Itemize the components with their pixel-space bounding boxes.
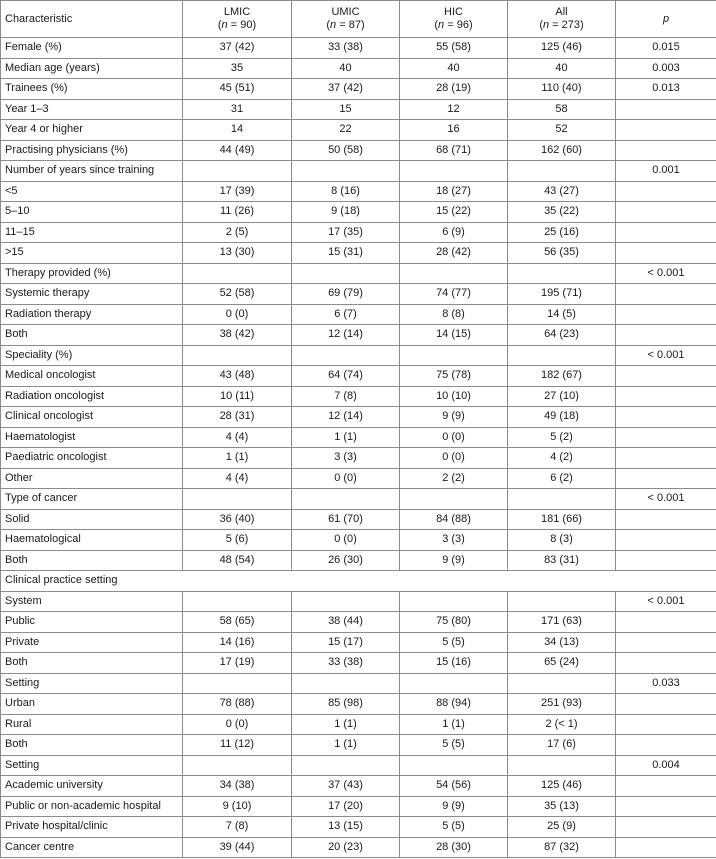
hic-cell: 75 (80): [400, 612, 508, 633]
row-label: Paediatric oncologist: [1, 448, 183, 469]
header-p-value: p: [616, 1, 716, 38]
table-row: [1, 99, 716, 120]
row-label: Rural: [1, 714, 183, 735]
all-cell: 6 (2): [508, 468, 616, 489]
umic-cell: [292, 673, 400, 694]
hic-cell: 0 (0): [400, 448, 508, 469]
umic-cell: 13 (15): [292, 817, 400, 838]
all-cell: 27 (10): [508, 386, 616, 407]
hic-cell: 2 (2): [400, 468, 508, 489]
table-row: [1, 509, 716, 530]
umic-cell: 38 (44): [292, 612, 400, 633]
all-cell: 35 (13): [508, 796, 616, 817]
lmic-cell: 11 (12): [183, 735, 292, 756]
p-value-cell: [616, 284, 716, 305]
umic-cell: 85 (98): [292, 694, 400, 715]
table-row: [1, 714, 716, 735]
p-value-cell: [616, 530, 716, 551]
umic-cell: 33 (38): [292, 38, 400, 59]
hic-cell: [400, 263, 508, 284]
table-row: [1, 837, 716, 858]
lmic-cell: [183, 591, 292, 612]
p-value-cell: < 0.001: [616, 263, 716, 284]
table-row: [1, 673, 716, 694]
umic-cell: 17 (35): [292, 222, 400, 243]
row-label: 5–10: [1, 202, 183, 223]
p-value-cell: [616, 407, 716, 428]
table-row: [1, 325, 716, 346]
row-label: 11–15: [1, 222, 183, 243]
lmic-cell: 78 (88): [183, 694, 292, 715]
all-cell: 40: [508, 58, 616, 79]
umic-cell: [292, 263, 400, 284]
p-value-cell: [616, 837, 716, 858]
all-cell: [508, 345, 616, 366]
umic-cell: 12 (14): [292, 325, 400, 346]
p-value-cell: [616, 448, 716, 469]
row-label: Solid: [1, 509, 183, 530]
row-label: Systemic therapy: [1, 284, 183, 305]
umic-cell: 37 (42): [292, 79, 400, 100]
table-row: [1, 468, 716, 489]
all-cell: 181 (66): [508, 509, 616, 530]
umic-cell: 69 (79): [292, 284, 400, 305]
lmic-cell: 17 (19): [183, 653, 292, 674]
hic-cell: 14 (15): [400, 325, 508, 346]
all-cell: 195 (71): [508, 284, 616, 305]
lmic-cell: 4 (4): [183, 468, 292, 489]
row-label: Female (%): [1, 38, 183, 59]
umic-cell: 40: [292, 58, 400, 79]
all-cell: [508, 161, 616, 182]
umic-cell: 6 (7): [292, 304, 400, 325]
all-cell: 25 (16): [508, 222, 616, 243]
all-cell: [508, 673, 616, 694]
table-header-row: [1, 1, 716, 38]
all-cell: 14 (5): [508, 304, 616, 325]
p-value-cell: < 0.001: [616, 591, 716, 612]
row-label: Cancer centre: [1, 837, 183, 858]
table-row: [1, 755, 716, 776]
p-value-cell: [616, 776, 716, 797]
row-label: Both: [1, 325, 183, 346]
lmic-cell: 0 (0): [183, 714, 292, 735]
umic-cell: 0 (0): [292, 530, 400, 551]
p-value-cell: [616, 140, 716, 161]
hic-cell: [400, 755, 508, 776]
table-body: [1, 38, 716, 858]
header-col-name: LMIC: [223, 6, 251, 18]
lmic-cell: 37 (42): [183, 38, 292, 59]
row-label: Year 1–3: [1, 99, 183, 120]
table-row: [1, 58, 716, 79]
hic-cell: 75 (78): [400, 366, 508, 387]
row-label: Medical oncologist: [1, 366, 183, 387]
lmic-cell: 36 (40): [183, 509, 292, 530]
hic-cell: 28 (19): [400, 79, 508, 100]
umic-cell: 15 (31): [292, 243, 400, 264]
p-value-cell: [616, 694, 716, 715]
all-cell: 110 (40): [508, 79, 616, 100]
all-cell: 34 (13): [508, 632, 616, 653]
hic-cell: 55 (58): [400, 38, 508, 59]
p-value-cell: [616, 325, 716, 346]
umic-cell: 20 (23): [292, 837, 400, 858]
umic-cell: 1 (1): [292, 714, 400, 735]
table-row: [1, 530, 716, 551]
lmic-cell: 39 (44): [183, 837, 292, 858]
lmic-cell: 52 (58): [183, 284, 292, 305]
table-row: [1, 345, 716, 366]
all-cell: 35 (22): [508, 202, 616, 223]
table-row: [1, 181, 716, 202]
all-cell: 25 (9): [508, 817, 616, 838]
lmic-cell: 45 (51): [183, 79, 292, 100]
hic-cell: [400, 489, 508, 510]
row-label: Private: [1, 632, 183, 653]
all-cell: 64 (23): [508, 325, 616, 346]
p-value-cell: [616, 243, 716, 264]
p-value-cell: [616, 817, 716, 838]
all-cell: [508, 591, 616, 612]
umic-cell: 33 (38): [292, 653, 400, 674]
table-row: [1, 591, 716, 612]
umic-cell: 8 (16): [292, 181, 400, 202]
hic-cell: 28 (42): [400, 243, 508, 264]
hic-cell: 1 (1): [400, 714, 508, 735]
header-col-name: All: [555, 6, 568, 18]
lmic-cell: 38 (42): [183, 325, 292, 346]
p-value-cell: [616, 304, 716, 325]
table-row: [1, 284, 716, 305]
table-row: [1, 796, 716, 817]
row-label: Type of cancer: [1, 489, 183, 510]
umic-cell: 7 (8): [292, 386, 400, 407]
umic-cell: 3 (3): [292, 448, 400, 469]
row-label: Median age (years): [1, 58, 183, 79]
lmic-cell: 7 (8): [183, 817, 292, 838]
table-row: [1, 366, 716, 387]
row-label: Number of years since training: [1, 161, 183, 182]
umic-cell: 17 (20): [292, 796, 400, 817]
umic-cell: 26 (30): [292, 550, 400, 571]
row-label: Year 4 or higher: [1, 120, 183, 141]
row-label: Academic university: [1, 776, 183, 797]
lmic-cell: [183, 345, 292, 366]
all-cell: 182 (67): [508, 366, 616, 387]
umic-cell: [292, 161, 400, 182]
all-cell: 8 (3): [508, 530, 616, 551]
table-row: [1, 161, 716, 182]
p-value-cell: 0.004: [616, 755, 716, 776]
hic-cell: 9 (9): [400, 550, 508, 571]
table-row: [1, 817, 716, 838]
hic-cell: 8 (8): [400, 304, 508, 325]
table-row: [1, 550, 716, 571]
table-row: [1, 427, 716, 448]
hic-cell: 9 (9): [400, 407, 508, 428]
lmic-cell: [183, 673, 292, 694]
all-cell: 125 (46): [508, 776, 616, 797]
all-cell: 162 (60): [508, 140, 616, 161]
lmic-cell: 5 (6): [183, 530, 292, 551]
p-value-cell: 0.003: [616, 58, 716, 79]
table-row: [1, 407, 716, 428]
p-value-cell: 0.013: [616, 79, 716, 100]
all-cell: 251 (93): [508, 694, 616, 715]
umic-cell: 15 (17): [292, 632, 400, 653]
row-label: Other: [1, 468, 183, 489]
row-label: Haematological: [1, 530, 183, 551]
umic-cell: 22: [292, 120, 400, 141]
hic-cell: 16: [400, 120, 508, 141]
lmic-cell: 34 (38): [183, 776, 292, 797]
table-row: [1, 612, 716, 633]
umic-cell: 12 (14): [292, 407, 400, 428]
p-value-cell: [616, 468, 716, 489]
lmic-cell: 28 (31): [183, 407, 292, 428]
p-value-cell: [616, 181, 716, 202]
p-value-cell: [616, 99, 716, 120]
all-cell: 4 (2): [508, 448, 616, 469]
p-value-cell: 0.001: [616, 161, 716, 182]
hic-cell: 5 (5): [400, 817, 508, 838]
table-row: [1, 386, 716, 407]
row-label: Private hospital/clinic: [1, 817, 183, 838]
table-row: [1, 222, 716, 243]
lmic-cell: 31: [183, 99, 292, 120]
header-lmic: LMIC (n = 90): [183, 1, 292, 38]
umic-cell: 9 (18): [292, 202, 400, 223]
lmic-cell: 17 (39): [183, 181, 292, 202]
p-value-cell: < 0.001: [616, 489, 716, 510]
all-cell: 49 (18): [508, 407, 616, 428]
umic-cell: [292, 345, 400, 366]
p-value-cell: [616, 366, 716, 387]
row-label: Both: [1, 653, 183, 674]
row-label: Speciality (%): [1, 345, 183, 366]
all-cell: 87 (32): [508, 837, 616, 858]
lmic-cell: 44 (49): [183, 140, 292, 161]
hic-cell: 10 (10): [400, 386, 508, 407]
row-label: Practising physicians (%): [1, 140, 183, 161]
p-value-cell: [616, 653, 716, 674]
lmic-cell: 4 (4): [183, 427, 292, 448]
all-cell: 83 (31): [508, 550, 616, 571]
p-value-cell: [616, 509, 716, 530]
hic-cell: 12: [400, 99, 508, 120]
umic-cell: 37 (43): [292, 776, 400, 797]
hic-cell: 40: [400, 58, 508, 79]
all-cell: 5 (2): [508, 427, 616, 448]
p-value-cell: [616, 735, 716, 756]
table-row: [1, 653, 716, 674]
lmic-cell: 11 (26): [183, 202, 292, 223]
header-all: All (n = 273): [508, 1, 616, 38]
hic-cell: 9 (9): [400, 796, 508, 817]
lmic-cell: 10 (11): [183, 386, 292, 407]
row-label: Setting: [1, 673, 183, 694]
umic-cell: 64 (74): [292, 366, 400, 387]
hic-cell: [400, 161, 508, 182]
hic-cell: 15 (16): [400, 653, 508, 674]
lmic-cell: 14: [183, 120, 292, 141]
hic-cell: [400, 591, 508, 612]
row-label: <5: [1, 181, 183, 202]
header-characteristic: Characteristic: [1, 1, 183, 38]
lmic-cell: 0 (0): [183, 304, 292, 325]
lmic-cell: 43 (48): [183, 366, 292, 387]
hic-cell: 5 (5): [400, 735, 508, 756]
umic-cell: 15: [292, 99, 400, 120]
umic-cell: [292, 755, 400, 776]
table-row: [1, 140, 716, 161]
umic-cell: 1 (1): [292, 735, 400, 756]
all-cell: 65 (24): [508, 653, 616, 674]
p-value-cell: [616, 386, 716, 407]
all-cell: 17 (6): [508, 735, 616, 756]
header-col-name: HIC: [444, 6, 463, 18]
p-value-cell: < 0.001: [616, 345, 716, 366]
lmic-cell: [183, 263, 292, 284]
hic-cell: 84 (88): [400, 509, 508, 530]
hic-cell: 18 (27): [400, 181, 508, 202]
row-label: >15: [1, 243, 183, 264]
lmic-cell: 58 (65): [183, 612, 292, 633]
lmic-cell: [183, 755, 292, 776]
table-row: [1, 304, 716, 325]
table-row: [1, 120, 716, 141]
row-label: Haematologist: [1, 427, 183, 448]
lmic-cell: 14 (16): [183, 632, 292, 653]
lmic-cell: 48 (54): [183, 550, 292, 571]
p-value-cell: 0.015: [616, 38, 716, 59]
table-row: [1, 632, 716, 653]
hic-cell: 68 (71): [400, 140, 508, 161]
p-value-cell: [616, 120, 716, 141]
hic-cell: [400, 673, 508, 694]
hic-cell: 5 (5): [400, 632, 508, 653]
row-label: Radiation therapy: [1, 304, 183, 325]
umic-cell: 61 (70): [292, 509, 400, 530]
table-row: [1, 38, 716, 59]
table-row: [1, 694, 716, 715]
p-value-cell: [616, 550, 716, 571]
umic-cell: [292, 489, 400, 510]
row-label: Public: [1, 612, 183, 633]
p-value-cell: [616, 714, 716, 735]
row-label: Public or non-academic hospital: [1, 796, 183, 817]
lmic-cell: 35: [183, 58, 292, 79]
table-row: [1, 776, 716, 797]
umic-cell: [292, 591, 400, 612]
all-cell: [508, 489, 616, 510]
all-cell: 56 (35): [508, 243, 616, 264]
p-value-cell: [616, 612, 716, 633]
row-label: Radiation oncologist: [1, 386, 183, 407]
hic-cell: 3 (3): [400, 530, 508, 551]
row-label: Clinical practice setting: [1, 571, 716, 592]
row-label: Urban: [1, 694, 183, 715]
table-row: [1, 263, 716, 284]
all-cell: 52: [508, 120, 616, 141]
row-label: Both: [1, 735, 183, 756]
p-value-cell: [616, 427, 716, 448]
hic-cell: [400, 345, 508, 366]
table-row: [1, 489, 716, 510]
header-col-name: UMIC: [331, 6, 360, 18]
header-hic: HIC (n = 96): [400, 1, 508, 38]
p-value-cell: [616, 632, 716, 653]
hic-cell: 28 (30): [400, 837, 508, 858]
header-umic: UMIC (n = 87): [292, 1, 400, 38]
row-label: Therapy provided (%): [1, 263, 183, 284]
lmic-cell: 13 (30): [183, 243, 292, 264]
p-value-cell: [616, 796, 716, 817]
row-label: Setting: [1, 755, 183, 776]
all-cell: [508, 755, 616, 776]
umic-cell: 1 (1): [292, 427, 400, 448]
hic-cell: 6 (9): [400, 222, 508, 243]
all-cell: 58: [508, 99, 616, 120]
all-cell: 171 (63): [508, 612, 616, 633]
all-cell: [508, 263, 616, 284]
lmic-cell: 1 (1): [183, 448, 292, 469]
hic-cell: 54 (56): [400, 776, 508, 797]
table-row: [1, 571, 716, 592]
table-row: [1, 448, 716, 469]
hic-cell: 0 (0): [400, 427, 508, 448]
hic-cell: 15 (22): [400, 202, 508, 223]
umic-cell: 0 (0): [292, 468, 400, 489]
p-value-cell: 0.033: [616, 673, 716, 694]
all-cell: 125 (46): [508, 38, 616, 59]
all-cell: 43 (27): [508, 181, 616, 202]
all-cell: 2 (< 1): [508, 714, 616, 735]
lmic-cell: 2 (5): [183, 222, 292, 243]
p-value-cell: [616, 202, 716, 223]
hic-cell: 88 (94): [400, 694, 508, 715]
table-row: [1, 243, 716, 264]
lmic-cell: 9 (10): [183, 796, 292, 817]
lmic-cell: [183, 489, 292, 510]
p-value-cell: [616, 222, 716, 243]
table-row: [1, 735, 716, 756]
umic-cell: 50 (58): [292, 140, 400, 161]
hic-cell: 74 (77): [400, 284, 508, 305]
table-row: [1, 79, 716, 100]
lmic-cell: [183, 161, 292, 182]
row-label: Trainees (%): [1, 79, 183, 100]
table-row: [1, 202, 716, 223]
row-label: Clinical oncologist: [1, 407, 183, 428]
row-label: System: [1, 591, 183, 612]
row-label: Both: [1, 550, 183, 571]
